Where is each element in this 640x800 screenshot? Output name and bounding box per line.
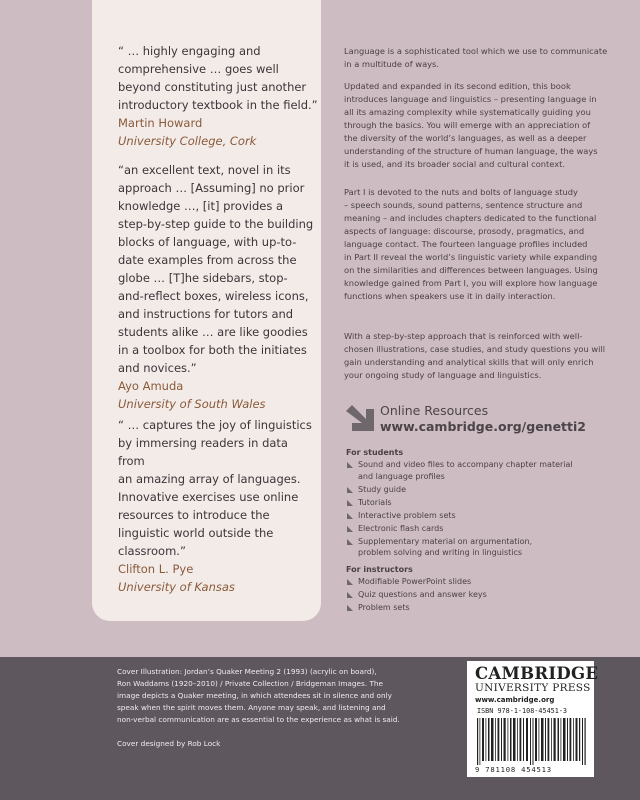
resource-item (346, 589, 631, 601)
resource-item (346, 510, 631, 522)
students-heading: For students (346, 448, 404, 457)
description-line: all its amazing complexity while systematically guiding you (344, 107, 591, 117)
quote-3 (118, 416, 318, 596)
description-line: – speech sounds, sound patterns, sentence structure and (344, 200, 583, 210)
barcode-number: 9 781108 454513 (475, 765, 552, 774)
quote-text: “an excellent text, novel in its (118, 163, 291, 177)
quote-text: and instructions for tutors and (118, 307, 294, 321)
quote-text: “ … captures the joy of linguistics (118, 418, 312, 432)
quote-text: and novices.” (118, 361, 197, 375)
description-line: functions when speakers use it in daily interaction. (344, 291, 556, 301)
isbn: ISBN 978-1-108-45451-3 (477, 707, 568, 715)
description-line: your ongoing study of language and linguistics. (344, 370, 542, 380)
description-line: language contact. The fourteen language profiles included (344, 239, 588, 249)
quote-text: step-by-step guide to the building (118, 217, 314, 231)
publisher-press: UNIVERSITY PRESS (475, 682, 591, 694)
quote-text: resources to introduce the (118, 508, 270, 522)
resource-item (346, 576, 631, 588)
description-line: knowledge gained from Part I, you will explore how language (344, 278, 598, 288)
resource-text: Supplementary material on argumentation, (358, 536, 533, 546)
quote-2 (118, 161, 318, 413)
description-line: understanding of the structure of human language, the ways (344, 146, 598, 156)
resource-text: Study guide (358, 484, 407, 494)
quote-author: Martin Howard (118, 116, 203, 130)
quote-text: an amazing array of languages. (118, 472, 301, 486)
description-line: meaning – and includes chapters dedicated to the functional (344, 213, 597, 223)
description-paragraph-3 (344, 186, 629, 303)
resource-item (346, 536, 631, 559)
cover-designer-credit: Cover designed by Rob Lock (117, 739, 221, 748)
description-line: With a step-by-step approach that is reinforced with well- (344, 331, 583, 341)
quote-1 (118, 42, 318, 150)
credit-line: image depicts a Quaker meeting, in which attendees sit in silence and only (117, 691, 392, 700)
online-resources-label: Online Resources (380, 403, 489, 418)
description-line: the diversity of the world’s languages, as well as a deeper (344, 133, 587, 143)
credit-line: speak when the spirit moves them. Anyone may speak, and listening and (117, 703, 386, 712)
quote-text: beyond constituting just another (118, 80, 307, 94)
quote-text: introductory textbook in the field.” (118, 98, 318, 112)
bullet-arrow-icon (346, 486, 354, 494)
resource-item (346, 484, 631, 496)
description-paragraph-4 (344, 330, 629, 382)
quote-text: comprehensive … goes well (118, 62, 279, 76)
bullet-arrow-icon (346, 525, 354, 533)
resource-text: problem solving and writing in linguistics (358, 548, 523, 557)
description-line: Part I is devoted to the nuts and bolts of language study (344, 187, 578, 197)
students-resources (346, 446, 631, 560)
description-line: Language is a sophisticated tool which we use to communicate (344, 46, 608, 56)
description-line: in Part II reveal the world’s linguistic variety while expanding (344, 252, 598, 262)
resource-text: Modifiable PowerPoint slides (358, 577, 472, 586)
bullet-arrow-icon (346, 591, 354, 599)
arrow-icon (344, 403, 378, 433)
description-line: chosen illustrations, case studies, and study questions you will (344, 344, 606, 354)
bullet-arrow-icon (346, 538, 354, 546)
quote-text: students alike … are like goodies (118, 325, 308, 339)
quote-text: by immersing readers in data from (118, 436, 288, 468)
online-resources (344, 401, 634, 437)
quote-text: classroom.” (118, 544, 186, 558)
quote-author: Clifton L. Pye (118, 562, 194, 576)
quote-text: blocks of language, with up-to- (118, 235, 297, 249)
description-paragraph-2 (344, 80, 629, 171)
bullet-arrow-icon (346, 578, 354, 586)
resource-text: Tutorials (358, 497, 392, 507)
resource-text: Electronic flash cards (358, 523, 444, 533)
description-line: gain understanding and analytical skills that will only enrich (344, 357, 594, 367)
quote-author: Ayo Amuda (118, 379, 184, 393)
description-line: introduces language and linguistics – presenting language in (344, 94, 597, 104)
resource-item (346, 459, 631, 482)
resource-text: Quiz questions and answer keys (358, 590, 487, 599)
bullet-arrow-icon (346, 512, 354, 520)
cover-illustration-credit (117, 666, 447, 726)
instructors-heading: For instructors (346, 565, 413, 574)
quote-text: globe … [T]he sidebars, stop- (118, 271, 288, 285)
quote-text: in a toolbox for both the initiates (118, 343, 307, 357)
quote-text: “ … highly engaging and (118, 44, 261, 58)
online-resources-url[interactable]: www.cambridge.org/genetti2 (380, 419, 586, 434)
credit-line: non-verbal communication are as essential to the experience as what is said. (117, 715, 400, 724)
quote-affiliation: University College, Cork (118, 134, 257, 148)
quote-text: Innovative exercises use online (118, 490, 299, 504)
quote-text: and-reflect boxes, wireless icons, (118, 289, 309, 303)
credit-line: Ron Waddams (1920–2010) / Private Collection / Bridgeman Images. The (117, 679, 384, 688)
resource-text: Interactive problem sets (358, 510, 456, 520)
description-line: it is used, and its broader social and cultural context. (344, 159, 566, 169)
resource-text: Problem sets (358, 603, 410, 612)
quote-text: knowledge …, [it] provides a (118, 199, 284, 213)
quote-affiliation: University of South Wales (118, 397, 266, 411)
resource-item (346, 497, 631, 509)
quote-text: date examples from across the (118, 253, 297, 267)
publisher-box (467, 661, 599, 777)
description-paragraph-1 (344, 45, 629, 71)
instructors-resources (346, 563, 631, 615)
description-line: Updated and expanded in its second edition, this book (344, 81, 571, 91)
resource-text: and language profiles (358, 471, 445, 481)
bullet-arrow-icon (346, 461, 354, 469)
publisher-url[interactable]: www.cambridge.org (475, 696, 555, 704)
description-line: aspects of language: discourse, prosody, pragmatics, and (344, 226, 585, 236)
description-line: in a multitude of ways. (344, 59, 440, 69)
resource-item (346, 602, 631, 614)
bullet-arrow-icon (346, 604, 354, 612)
description-line: through the basics. You will emerge with an appreciation of (344, 120, 591, 130)
publisher-name: CAMBRIDGE (475, 664, 599, 683)
resource-text: Sound and video files to accompany chapter material (358, 460, 573, 469)
quote-affiliation: University of Kansas (118, 580, 235, 594)
credit-line: Cover Illustration: Jordan’s Quaker Meeting 2 (1993) (acrylic on board), (117, 667, 377, 676)
quote-text: approach … [Assuming] no prior (118, 181, 305, 195)
description-line: on the similarities and differences between languages. Using (344, 265, 598, 275)
quote-text: linguistic world outside the (118, 526, 274, 540)
barcode-icon (475, 718, 591, 765)
bullet-arrow-icon (346, 499, 354, 507)
resource-item (346, 523, 631, 535)
